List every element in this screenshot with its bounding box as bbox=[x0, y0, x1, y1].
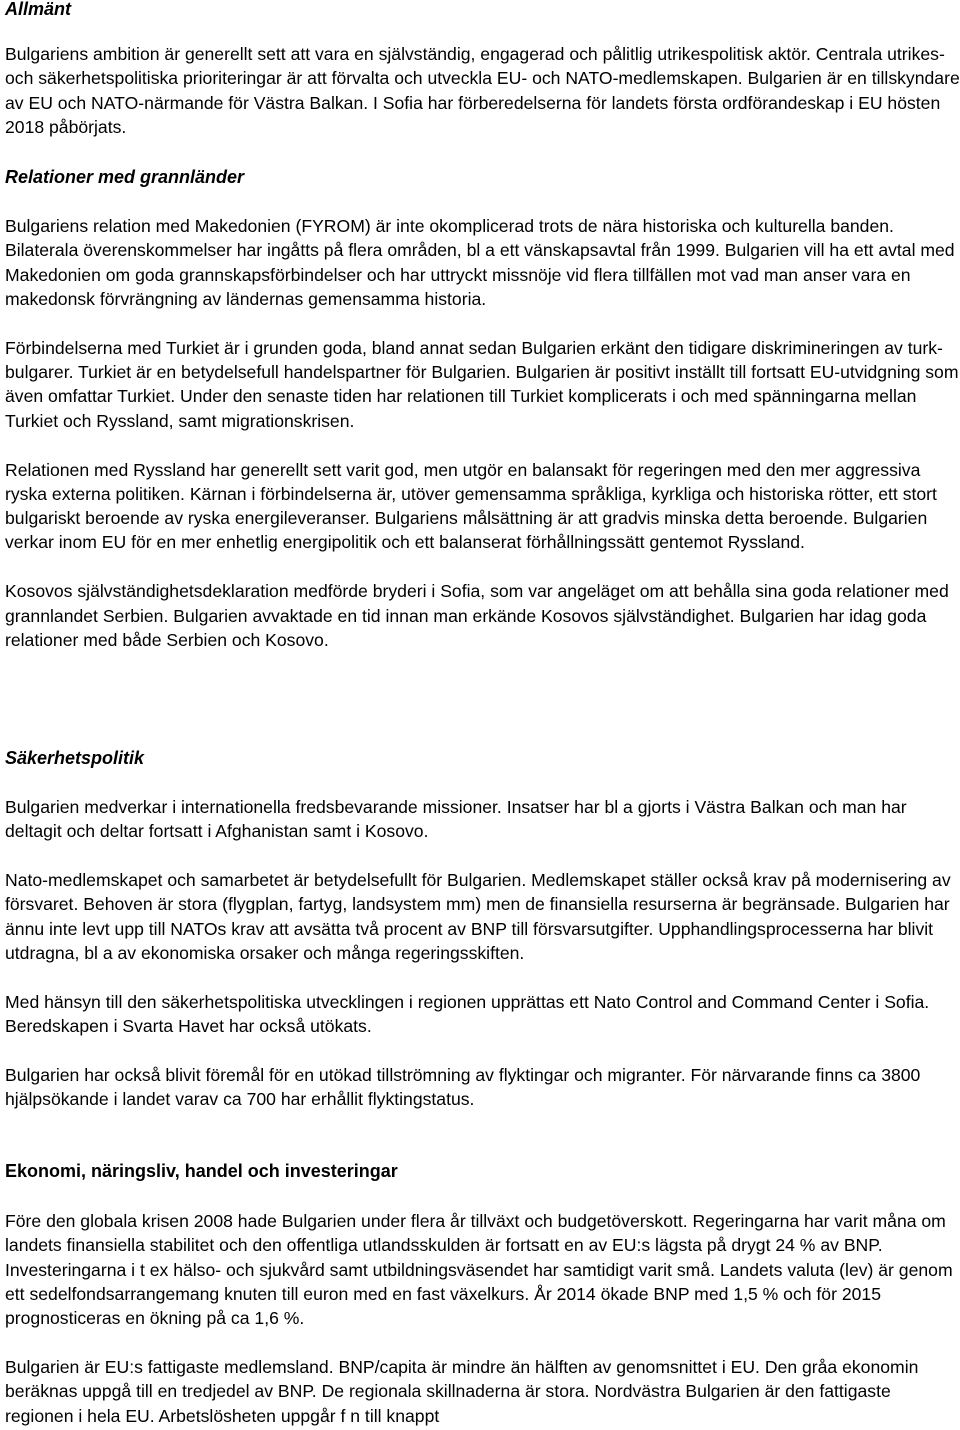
section-body-allmant bbox=[5, 42, 960, 139]
section-body-ekonomi bbox=[5, 1209, 960, 1428]
paragraph: Bulgarien är EU:s fattigaste medlemsland. BNP/capita är mindre än hälften av genomsnittet i EU. Den gråa ekonomin beräknas uppgå till en tredjedel av BNP. De regionala skillnaderna är stora. Nordvästra Bulgarien är den fattigaste regionen i hela EU. Arbetslösheten uppgår f n till knappt bbox=[5, 1357, 919, 1426]
section-body-sakerhetspolitik bbox=[5, 795, 960, 1112]
paragraph: Förbindelserna med Turkiet är i grunden goda, bland annat sedan Bulgarien erkänt den tidigare diskrimineringen av turk-bulgarer. Turkiet är en betydelsefull handelspartner för Bulgarien. Bulgarien är positivt inställt till fortsatt EU-utvidgning som även omfattar Turkiet. Under den senaste tiden har relationen till Turkiet komplicerats i och med spänningarna mellan Turkiet och Ryssland, samt migrationskrisen. bbox=[5, 337, 959, 431]
paragraph: Bulgariens ambition är generellt sett att vara en självständig, engagerad och pålitlig utrikespolitisk aktör. Centrala utrikes- och säkerhetspolitiska prioriteringar är att förvalta och utveckla EU- och NATO-medlemskapen. Bulgarien är en tillskyndare av EU och NATO-närmande för Västra Balkan. I Sofia har förberedelserna för landets första ordförandeskap i EU hösten 2018 påbörjats. bbox=[5, 44, 960, 137]
section-heading-ekonomi: Ekonomi, näringsliv, handel och investeringar bbox=[5, 1161, 398, 1181]
paragraph: Bulgarien medverkar i internationella fredsbevarande missioner. Insatser har bl a gjorts i Västra Balkan och man har deltagit och deltar fortsatt i Afghanistan samt i Kosovo. bbox=[5, 797, 907, 842]
paragraph: Nato-medlemskapet och samarbetet är betydelsefullt för Bulgarien. Medlemskapet ställer också krav på modernisering av försvaret. Behoven är stora (flygplan, fartyg, landsystem mm) men de finansiella resurserna är begränsade. Bulgarien har ännu inte levt upp till NATOs krav att avsätta två procent av BNP till försvarsutgifter. Upphandlingsprocesserna har blivit utdragna, bl a av ekonomiska orsaker och många regeringsskiften. bbox=[5, 870, 951, 964]
paragraph: Kosovos självständighetsdeklaration medförde bryderi i Sofia, som var angeläget om att behålla sina goda relationer med grannlandet Serbien. Bulgarien avvaktade en tid innan man erkände Kosovos självständighet. Bulgarien har idag goda relationer med både Serbien och Kosovo. bbox=[5, 581, 949, 650]
section-heading-allmant: Allmänt bbox=[5, 0, 72, 19]
section-body-relationer bbox=[5, 214, 960, 652]
paragraph: Bulgarien har också blivit föremål för en utökad tillströmning av flyktingar och migranter. För närvarande finns ca 3800 hjälpsökande i landet varav ca 700 har erhållit flyktingstatus. bbox=[5, 1065, 921, 1110]
paragraph: Bulgariens relation med Makedonien (FYROM) är inte okomplicerad trots de nära historiska och kulturella banden. Bilaterala överenskommelser har ingåtts på flera områden, bl a ett vänskapsavtal från 1999. Bulgarien vill ha ett avtal med Makedonien om goda grannskapsförbindelser och har uttryckt missnöje vid flera tillfällen mot vad man anser vara en makedonsk förvrängning av ländernas gemensamma historia. bbox=[5, 216, 955, 309]
paragraph: Före den globala krisen 2008 hade Bulgarien under flera år tillväxt och budgetöverskott. Regeringarna har varit måna om landets finansiella stabilitet och den offentliga utlandsskulden är fortsatt en av EU:s lägsta på drygt 24 % av BNP. Investeringarna i t ex hälso- och sjukvård samt utbildningsväsendet har samtidigt varit små. Landets valuta (lev) är genom ett sedelfondsarrangemang knuten till euron med en fast växelkurs. År 2014 ökade BNP med 1,5 % och för 2015 prognosticeras en ökning på ca 1,6 %. bbox=[5, 1211, 953, 1329]
paragraph: Med hänsyn till den säkerhetspolitiska utvecklingen i regionen upprättas ett Nato Control and Command Center i Sofia. Beredskapen i Svarta Havet har också utökats. bbox=[5, 991, 930, 1037]
section-heading-sakerhetspolitik: Säkerhetspolitik bbox=[5, 748, 145, 768]
paragraph: Relationen med Ryssland har generellt sett varit god, men utgör en balansakt för regeringen med den mer aggressiva ryska externa politiken. Kärnan i förbindelserna är, utöver gemensamma språkliga, kyrkliga och historiska rötter, ett stort bulgariskt beroende av ryska energileveranser. Bulgariens målsättning är att gradvis minska detta beroende. Bulgarien verkar inom EU för en mer enhetlig energipolitik och ett balanserat förhållningssätt gentemot Ryssland. bbox=[5, 459, 937, 553]
section-heading-relationer: Relationer med grannländer bbox=[5, 167, 245, 187]
